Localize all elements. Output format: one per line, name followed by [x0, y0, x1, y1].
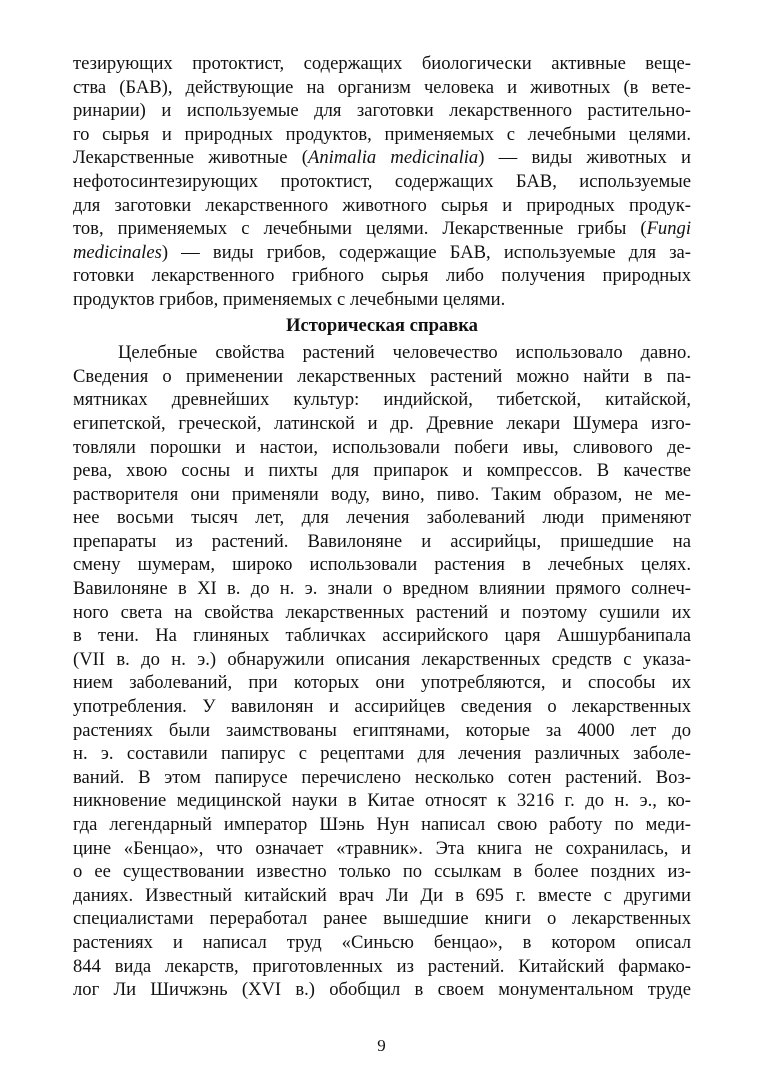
- text-line: Сведения о применении лекарственных растений можно найти в па-: [73, 365, 691, 387]
- latin-term: medicinales: [73, 241, 162, 263]
- text-line: готовки лекарственного грибного сырья либо получения природных: [73, 265, 691, 287]
- text-line: гда легендарный император Шэнь Нун написал свою работу по меди-: [73, 814, 691, 835]
- text-line: medicinales) — виды грибов, содержащие БАВ, используемые для за-: [73, 241, 691, 263]
- text-line: употребления. У вавилонян и ассирийцев сведения о лекарственных: [73, 696, 691, 718]
- text-line: Вавилоняне в XI в. до н. э. знали о вредном влиянии прямого солнеч-: [73, 578, 691, 600]
- latin-term: Animalia medicinalia: [308, 147, 479, 169]
- text-line: растениях и написал труд «Синьсю бенцао», в котором описал: [73, 931, 691, 953]
- text-line: мятниках древнейших культур: индийской, тибетской, китайской,: [73, 389, 691, 411]
- text-line: нием заболеваний, при которых они употребляются, и способы их: [73, 672, 691, 694]
- text-line: растениях были заимствованы египтянами, которые за 4000 лет до: [73, 719, 691, 741]
- text-line: ного света на свойства лекарственных растений и поэтому сушили их: [73, 601, 691, 623]
- text-line: смену шумерам, широко использовали растения в лечебных целях.: [73, 554, 691, 576]
- text-line: н. э. составили папирус с рецептами для лечения различных заболе-: [73, 743, 691, 765]
- text-line: нее восьми тысяч лет, для лечения заболеваний люди применяют: [73, 507, 691, 529]
- text-line: рева, хвою сосны и пихты для припарок и компрессов. В качестве: [73, 460, 691, 482]
- page-body: [73, 52, 691, 1002]
- text-line: египетской, греческой, латинской и др. Древние лекари Шумера изго-: [73, 412, 691, 434]
- text-line: препараты из растений. Вавилоняне и ассирийцы, пришедшие на: [73, 530, 691, 552]
- text-line: даниях. Известный китайский врач Ли Ди в 695 г. вместе с другими: [73, 884, 691, 906]
- text-line: тов, применяемых с лечебными целями. Лекарственные грибы (Fungi: [73, 218, 691, 240]
- text-line: нефотосинтезирующих протоктист, содержащих БАВ, используемые: [73, 170, 691, 192]
- latin-term: Fungi: [646, 218, 691, 240]
- page-number: 9: [377, 1036, 386, 1055]
- text-line: ваний. В этом папирусе перечислено несколько сотен растений. Воз-: [73, 766, 691, 788]
- text-line: продуктов грибов, применяемых с лечебными целями.: [73, 288, 506, 310]
- text-line: ства (БАВ), действующие на организм человека и животных (в вете-: [73, 76, 691, 98]
- text-line: 844 вида лекарств, приготовленных из растений. Китайский фармако-: [73, 955, 691, 977]
- text-line: тезирующих протоктист, содержащих биологически активные веще-: [73, 53, 691, 74]
- text-line: никновение медицинской науки в Китае относят к 3216 г. до н. э., ко-: [73, 790, 691, 812]
- text-line: (VII в. до н. э.) обнаружили описания лекарственных средств с указа-: [73, 648, 691, 670]
- text-line: о ее существовании известно только по ссылкам в более поздних из-: [73, 861, 691, 883]
- text-line: цине «Бенцао», что означает «травник». Эта книга не сохранилась, и: [73, 837, 691, 859]
- text-line: го сырья и природных продуктов, применяемых с лечебными целями.: [73, 123, 691, 145]
- text-line: лог Ли Шичжэнь (XVI в.) обобщил в своем монументальном труде: [73, 979, 691, 1001]
- text-line: товляли порошки и настои, использовали побеги ивы, сливового де-: [73, 436, 691, 458]
- text-line: Целебные свойства растений человечество использовало давно.: [118, 342, 691, 364]
- text-line: для заготовки лекарственного животного сырья и природных продук-: [73, 194, 691, 216]
- text-line: Лекарственные животные (Animalia medicinalia) — виды животных и: [73, 147, 691, 169]
- text-line: растворителя они применяли воду, вино, пиво. Таким образом, не ме-: [73, 483, 691, 505]
- section-heading: Историческая справка: [286, 314, 478, 336]
- text-line: ринарии) и используемые для заготовки лекарственного растительно-: [73, 100, 691, 122]
- text-line: в тени. На глиняных табличках ассирийского царя Ашшурбанипала: [73, 625, 691, 647]
- text-line: специалистами переработал ранее вышедшие книги о лекарственных: [73, 908, 691, 930]
